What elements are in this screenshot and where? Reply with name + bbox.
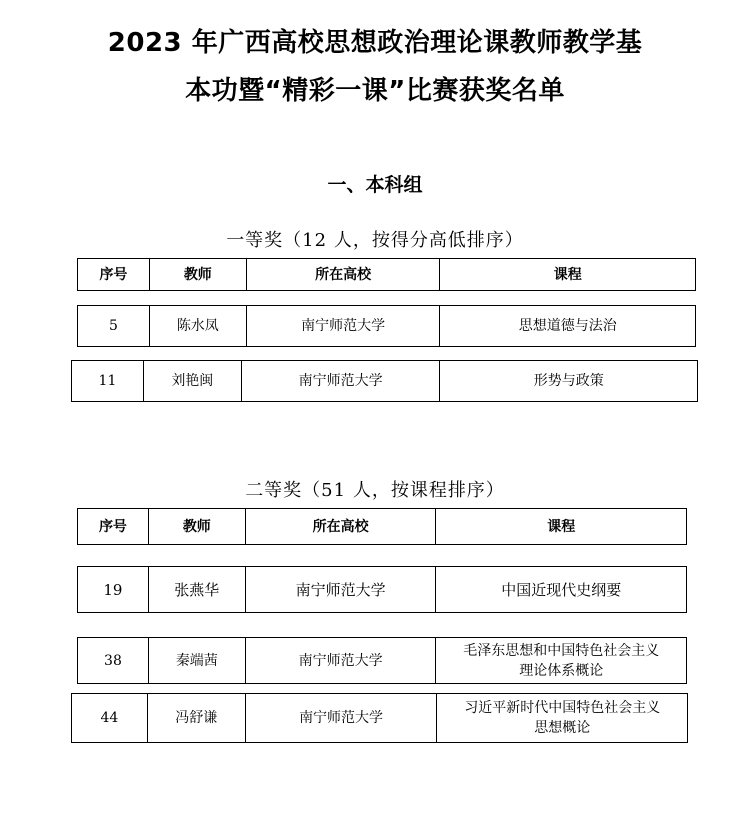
row-teacher: 刘艳闽: [144, 361, 242, 402]
first-prize-subtitle: 一等奖（12 人，按得分高低排序）: [226, 230, 524, 251]
row-course: 形势与政策: [440, 361, 698, 402]
row-course-line: 习近平新时代中国特色社会主义: [464, 700, 661, 716]
row-school: 南宁师范大学: [246, 638, 437, 684]
table-row: [71, 360, 698, 402]
row-course: 中国近现代史纲要: [436, 567, 687, 613]
row-school: 南宁师范大学: [242, 361, 441, 402]
table-row: [77, 637, 687, 684]
header-school: 所在高校: [246, 509, 437, 545]
table-row: [77, 566, 687, 613]
second-prize-subtitle: 二等奖（51 人，按课程排序）: [245, 480, 505, 501]
row-course-line: 毛泽东思想和中国特色社会主义: [463, 642, 660, 659]
document-title-line-2: 本功暨“精彩一课”比赛获奖名单: [185, 76, 565, 106]
row-teacher: 冯舒谦: [148, 694, 246, 743]
row-teacher: 秦端茜: [149, 638, 246, 684]
table-row: [77, 305, 696, 347]
row-school: 南宁师范大学: [246, 567, 437, 613]
second-prize-header-row: [77, 508, 687, 545]
row-school: 南宁师范大学: [247, 306, 441, 347]
row-course: [436, 638, 687, 684]
first-prize-header-row: [77, 258, 696, 291]
header-school: 所在高校: [247, 259, 441, 291]
row-index: 19: [78, 567, 149, 613]
header-teacher: 教师: [149, 509, 246, 545]
row-index: 44: [72, 694, 148, 743]
header-course: 课程: [440, 259, 696, 291]
row-teacher: 张燕华: [149, 567, 246, 613]
header-course: 课程: [436, 509, 687, 545]
row-index: 11: [72, 361, 144, 402]
section-heading: 一、本科组: [327, 174, 423, 196]
row-course-line: 理论体系概论: [519, 662, 604, 679]
row-course: [437, 694, 688, 743]
row-course: 思想道德与法治: [440, 306, 696, 347]
row-index: 38: [78, 638, 149, 684]
document-title-line-1: 2023 年广西高校思想政治理论课教师教学基: [107, 28, 643, 58]
row-index: 5: [78, 306, 150, 347]
row-course-line: 思想概论: [534, 720, 591, 736]
header-teacher: 教师: [150, 259, 247, 291]
table-row: [71, 693, 688, 743]
header-index: 序号: [78, 259, 150, 291]
row-school: 南宁师范大学: [246, 694, 438, 743]
row-teacher: 陈水凤: [150, 306, 247, 347]
header-index: 序号: [78, 509, 149, 545]
